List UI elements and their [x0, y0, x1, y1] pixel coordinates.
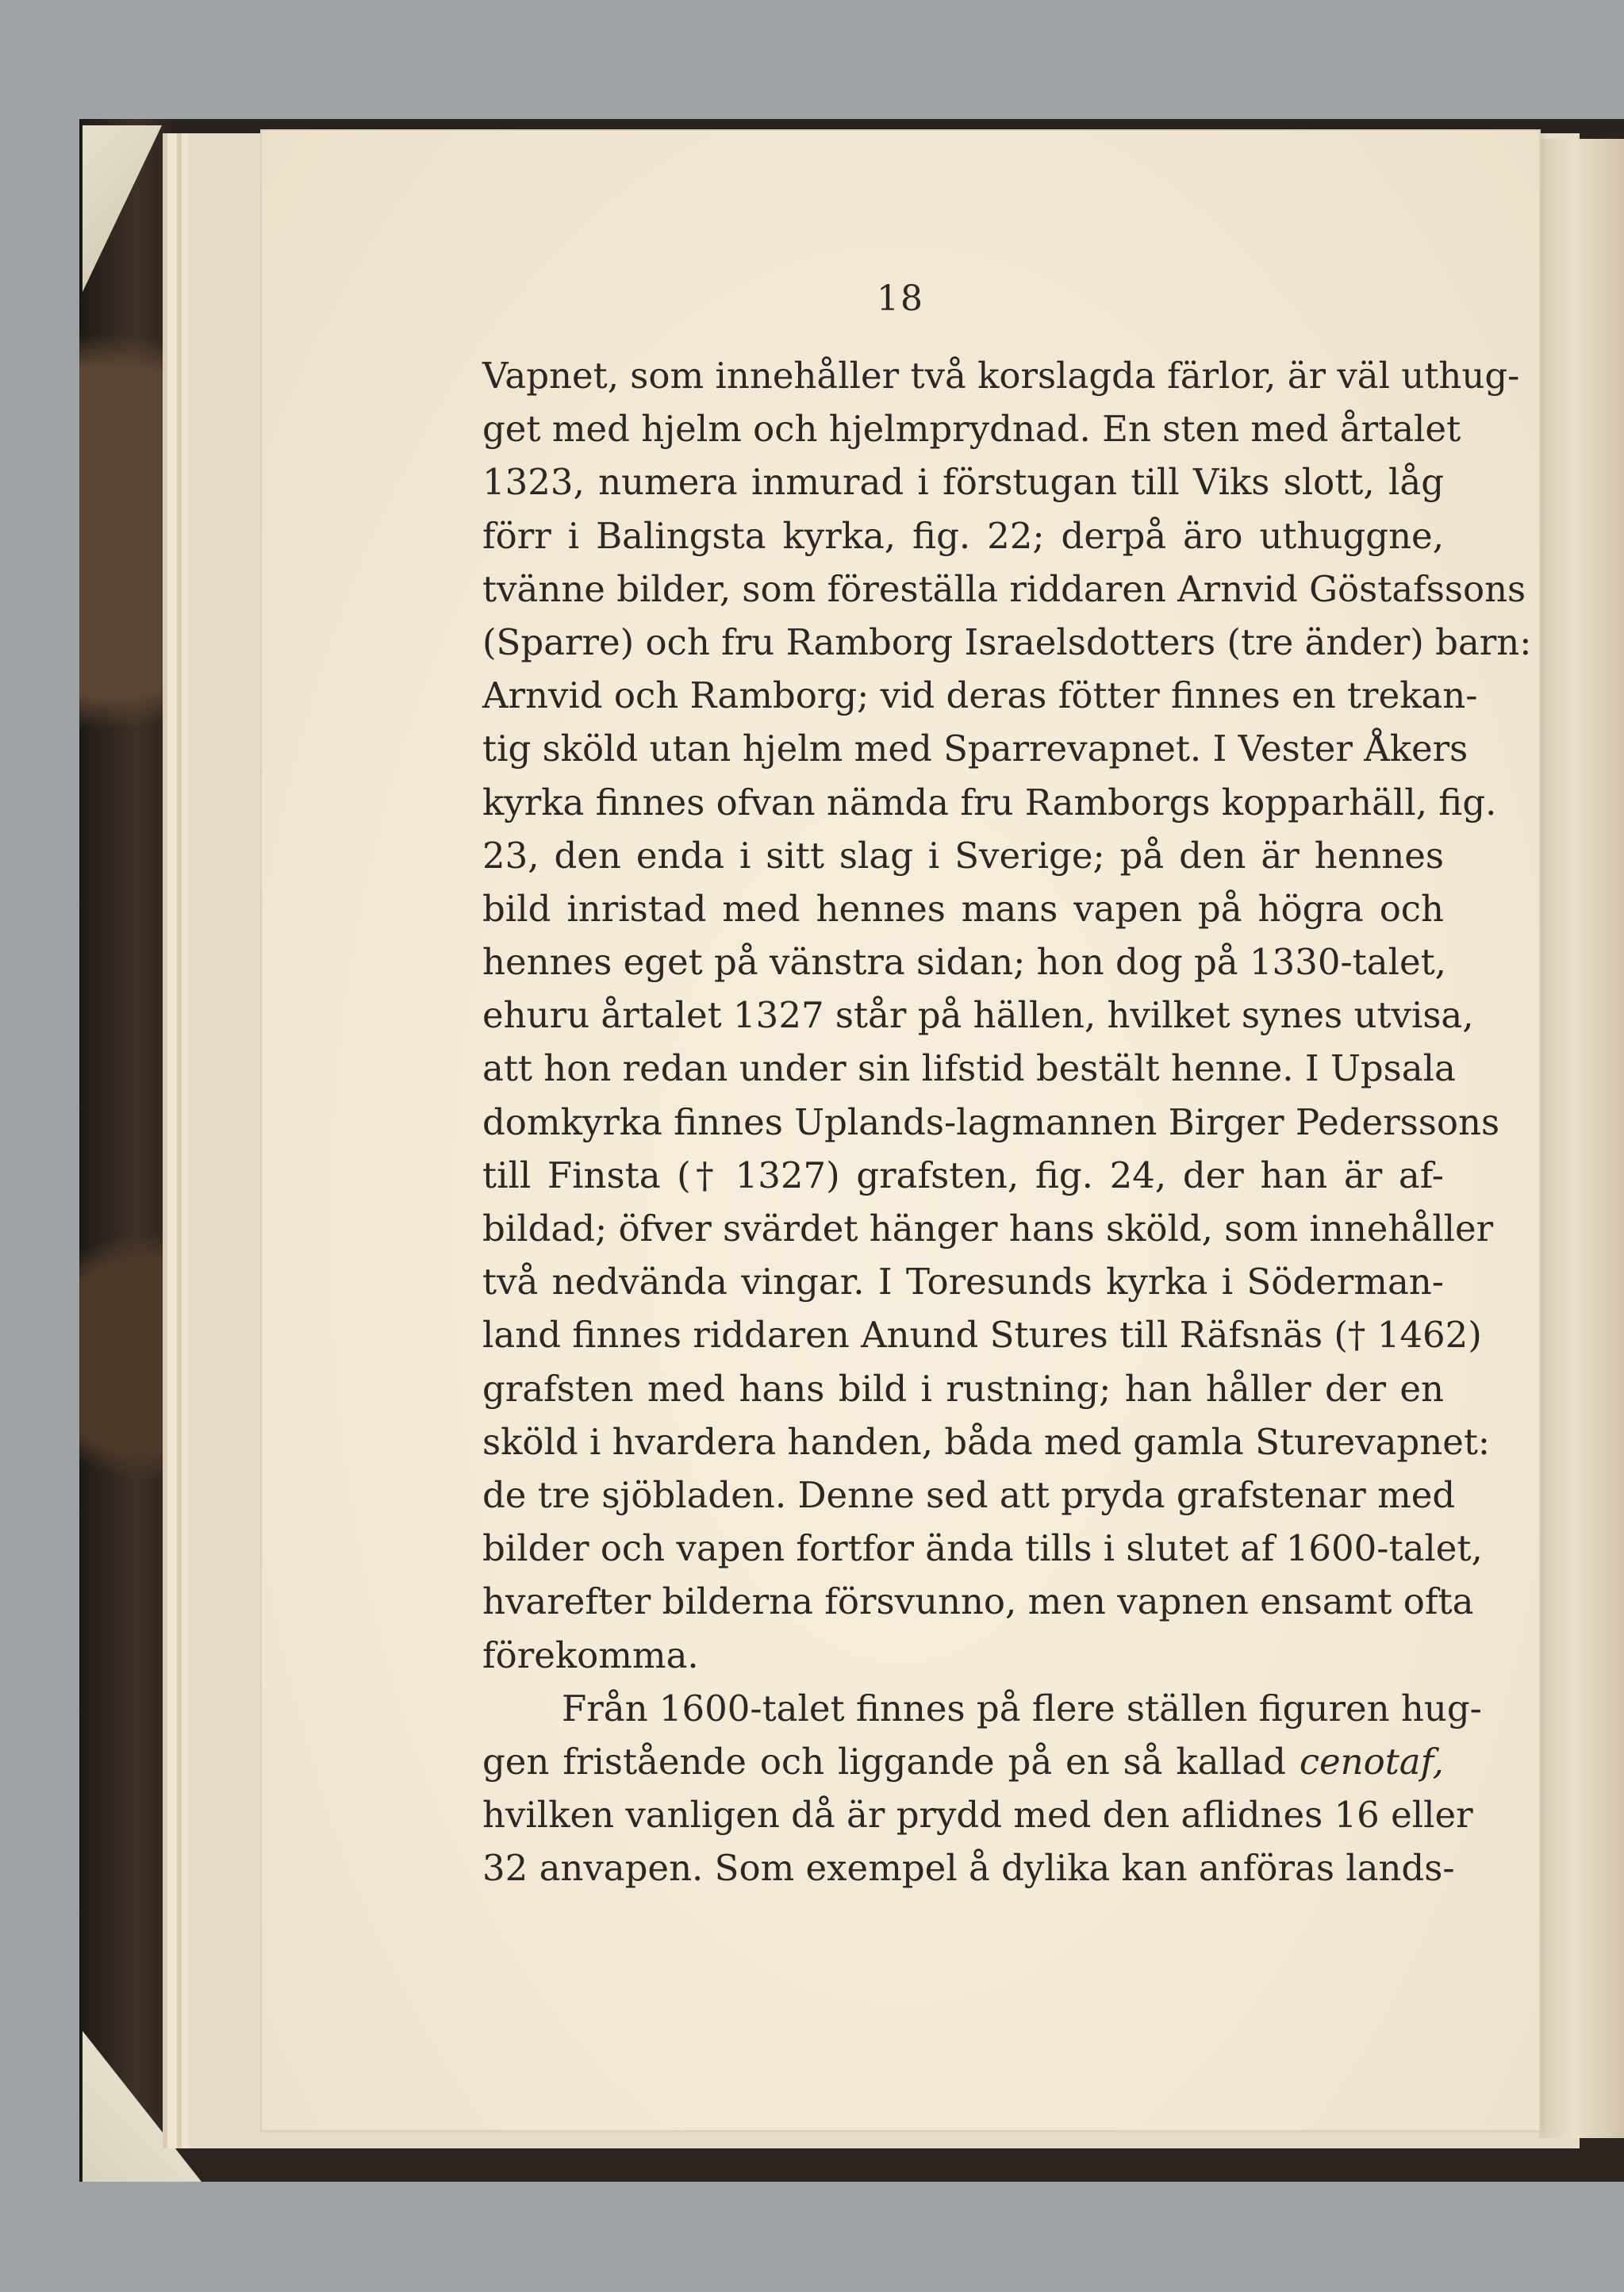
- text-line: (Sparre) och fru Ramborg Israelsdotters (tre änder) barn:: [482, 620, 1532, 663]
- text-line: 32 anvapen. Som exempel å dylika kan anföras lands-: [482, 1847, 1455, 1890]
- text-line: förr i Balingsta kyrka, fig. 22; derpå äro uthuggne,: [482, 514, 1444, 557]
- text-line: land finnes riddaren Anund Stures till Räfsnäs († 1462): [482, 1314, 1482, 1357]
- text-line: Från 1600-talet finnes på flere ställen figuren hug-: [562, 1687, 1482, 1730]
- text-line: Arnvid och Ramborg; vid deras fötter finnes en trekan-: [482, 674, 1478, 717]
- text-line: bilder och vapen fortfor ända tills i slutet af 1600-talet,: [482, 1527, 1483, 1570]
- text-line: 23, den enda i sitt slag i Sverige; på den är hennes: [482, 834, 1444, 877]
- page-stack-right: [1539, 139, 1624, 2138]
- text-line: två nedvända vingar. I Toresunds kyrka i Söderman-: [482, 1261, 1444, 1303]
- text-line: till Finsta († 1327) grafsten, fig. 24, der han är af-: [482, 1154, 1444, 1196]
- text-line: bildad; öfver svärdet hänger hans sköld, som innehåller: [482, 1207, 1494, 1250]
- text-line: grafsten med hans bild i rustning; han håller der en: [482, 1367, 1444, 1410]
- text-line: förekomma.: [482, 1634, 699, 1676]
- text-line: hvarefter bilderna försvunno, men vapnen ensamt ofta: [482, 1580, 1474, 1623]
- text-line: kyrka finnes ofvan nämda fru Ramborgs kopparhäll, fig.: [482, 781, 1497, 824]
- text-line: domkyrka finnes Uplands-lagmannen Birger Pederssons: [482, 1100, 1500, 1143]
- text-line: ehuru årtalet 1327 står på hällen, hvilket synes utvisa,: [482, 994, 1474, 1037]
- text-line: tvänne bilder, som föreställa riddaren Arnvid Göstafssons: [482, 567, 1526, 610]
- text-line: att hon redan under sin lifstid bestält henne. I Upsala: [482, 1047, 1456, 1090]
- text-line-with-italic: [482, 1735, 1444, 1788]
- text-line: sköld i hvardera handen, båda med gamla Sturevapnet:: [482, 1420, 1491, 1463]
- body-text: [482, 349, 1532, 1895]
- page-number: 18: [877, 278, 924, 319]
- text-line: get med hjelm och hjelmprydnad. En sten med årtalet: [482, 408, 1461, 451]
- text-line: tig sköld utan hjelm med Sparrevapnet. I Vester Åkers: [482, 728, 1469, 770]
- text-line: hvilken vanligen då är prydd med den aflidnes 16 eller: [482, 1794, 1473, 1837]
- italic-term: cenotaf,: [1299, 1740, 1444, 1783]
- text-line: 1323, numera inmurad i förstugan till Viks slott, låg: [482, 461, 1444, 504]
- marbled-spine: [79, 119, 175, 2182]
- text-line: hennes eget på vänstra sidan; hon dog på 1330-talet,: [482, 941, 1446, 984]
- text-fragment: gen fristående och liggande på en så kallad: [482, 1740, 1286, 1783]
- text-line: Vapnet, som innehåller två korslagda färlor, är väl uthug-: [482, 355, 1520, 397]
- text-line: bild inristad med hennes mans vapen på högra och: [482, 887, 1444, 930]
- text-line: de tre sjöbladen. Denne sed att pryda grafstenar med: [482, 1473, 1456, 1516]
